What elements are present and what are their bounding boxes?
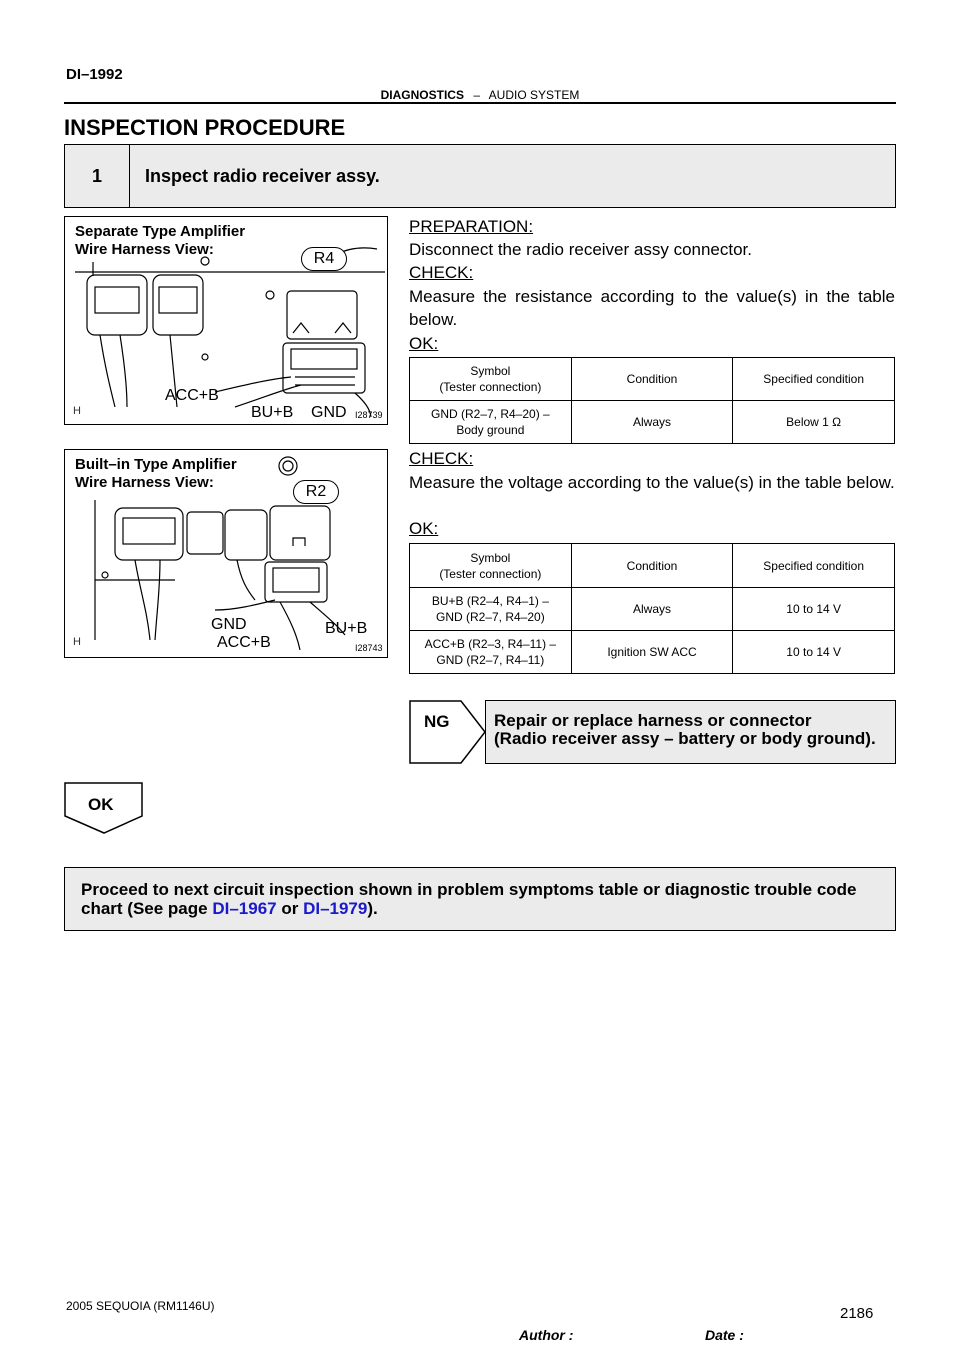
table-row (410, 588, 895, 631)
figure2-caption (75, 456, 237, 492)
figure2-caption-line1: Built–in Type Amplifier (75, 456, 237, 473)
next-step-suffix: ). (367, 899, 378, 918)
figure2-mark: H (73, 636, 81, 648)
next-step-text (81, 880, 857, 918)
step-number: 1 (65, 145, 130, 207)
cell-symbol-line1: BU+B (R2–4, R4–1) – (431, 594, 549, 608)
figure2-id: I28743 (355, 643, 383, 653)
figure1-caption (75, 223, 245, 259)
check2-text: Measure the voltage according to the value(s) in the table below. (409, 473, 895, 492)
figure1-mark: H (73, 405, 81, 417)
step-box (64, 144, 896, 208)
cell-condition: Always (571, 588, 733, 631)
cell-symbol-line1: ACC+B (R2–3, R4–11) – (424, 637, 557, 651)
figure-builtin-amplifier (64, 449, 388, 658)
cell-symbol-line1: GND (R2–7, R4–20) – (430, 407, 550, 421)
ng-action-line1: Repair or replace harness or connector (494, 711, 812, 730)
figure1-caption-line1: Separate Type Amplifier (75, 223, 246, 240)
header-rule (64, 102, 896, 104)
ng-action-text (494, 712, 876, 748)
next-step-line2 (81, 899, 857, 918)
check2-ok: OK: (409, 519, 439, 538)
header-condition: Condition (571, 544, 733, 588)
ng-arrow (409, 700, 487, 764)
running-header (0, 88, 960, 102)
cell-specified: Below 1 Ω (733, 401, 895, 444)
check1-ok: OK: (409, 334, 439, 353)
cell-symbol-line2: GND (R2–7, R4–20) (435, 610, 545, 624)
ok-label: OK (88, 795, 114, 814)
next-step-box (64, 867, 896, 931)
figure1-label-gnd: GND (311, 404, 347, 421)
figure2-label-acc: ACC+B (217, 634, 271, 651)
header-symbol-line1: Symbol (470, 364, 511, 378)
cell-condition: Ignition SW ACC (571, 631, 733, 674)
footer-date: Date : (705, 1327, 744, 1343)
figure1-label-bu: BU+B (251, 404, 294, 421)
figure-separate-amplifier (64, 216, 388, 425)
header-specified: Specified condition (733, 358, 895, 401)
table-header-row (410, 544, 895, 588)
figure2-label-bu: BU+B (325, 620, 368, 637)
cell-symbol (410, 631, 572, 674)
figure1-connector-tag: R4 (301, 247, 347, 271)
header-symbol (410, 544, 572, 588)
step-text: Inspect radio receiver assy. (145, 166, 380, 186)
header-subsection: AUDIO SYSTEM (488, 88, 580, 102)
page-title: INSPECTION PROCEDURE (64, 115, 346, 140)
cell-symbol (410, 401, 572, 444)
preparation-heading: PREPARATION: (409, 217, 534, 236)
figure1-caption-line2: Wire Harness View: (75, 241, 214, 258)
preparation-text: Disconnect the radio receiver assy connector. (409, 240, 753, 259)
cell-condition: Always (571, 401, 733, 444)
next-step-prefix: chart (See page (81, 899, 213, 918)
link-di-1967[interactable]: DI–1967 (212, 899, 277, 918)
header-condition: Condition (571, 358, 733, 401)
figure2-caption-line2: Wire Harness View: (75, 474, 214, 491)
header-symbol-line1: Symbol (470, 550, 511, 565)
check1-heading: CHECK: (409, 263, 474, 282)
header-symbol-line2: (Tester connection) (439, 566, 542, 581)
cell-specified: 10 to 14 V (733, 631, 895, 674)
next-step-line1: Proceed to next circuit inspection shown in problem symptoms table or diagnostic trouble code (81, 880, 857, 899)
header-symbol (410, 358, 572, 401)
ng-action-line2: (Radio receiver assy – battery or body ground). (494, 729, 876, 748)
cell-symbol (410, 588, 572, 631)
cell-symbol-line2: GND (R2–7, R4–11) (436, 653, 545, 667)
figure1-label-acc: ACC+B (165, 387, 219, 404)
figure2-label-gnd: GND (211, 616, 247, 633)
table-row (410, 401, 895, 444)
table-row (410, 631, 895, 674)
figure1-id: I28739 (355, 410, 383, 420)
footer-page-number: 2186 (840, 1305, 874, 1322)
header-symbol-line2: (Tester connection) (439, 380, 542, 394)
page-code: DI–1992 (66, 66, 123, 83)
header-specified: Specified condition (733, 544, 895, 588)
cell-specified: 10 to 14 V (733, 588, 895, 631)
header-section: DIAGNOSTICS (380, 88, 464, 102)
next-step-or: or (276, 899, 304, 918)
check2-heading: CHECK: (409, 449, 474, 468)
link-di-1979[interactable]: DI–1979 (303, 899, 368, 918)
voltage-table (409, 543, 895, 674)
figure2-connector-tag: R2 (293, 480, 339, 504)
footer-model: 2005 SEQUOIA (RM1146U) (66, 1299, 215, 1313)
footer-author: Author : (519, 1327, 574, 1343)
ng-action-box (485, 700, 896, 764)
check1-text: Measure the resistance according to the value(s) in the table below. (409, 287, 895, 329)
table-header-row (410, 358, 895, 401)
resistance-table (409, 357, 895, 444)
ng-label: NG (424, 712, 450, 731)
header-separator: – (473, 88, 480, 102)
cell-symbol-line2: Body ground (456, 423, 525, 437)
